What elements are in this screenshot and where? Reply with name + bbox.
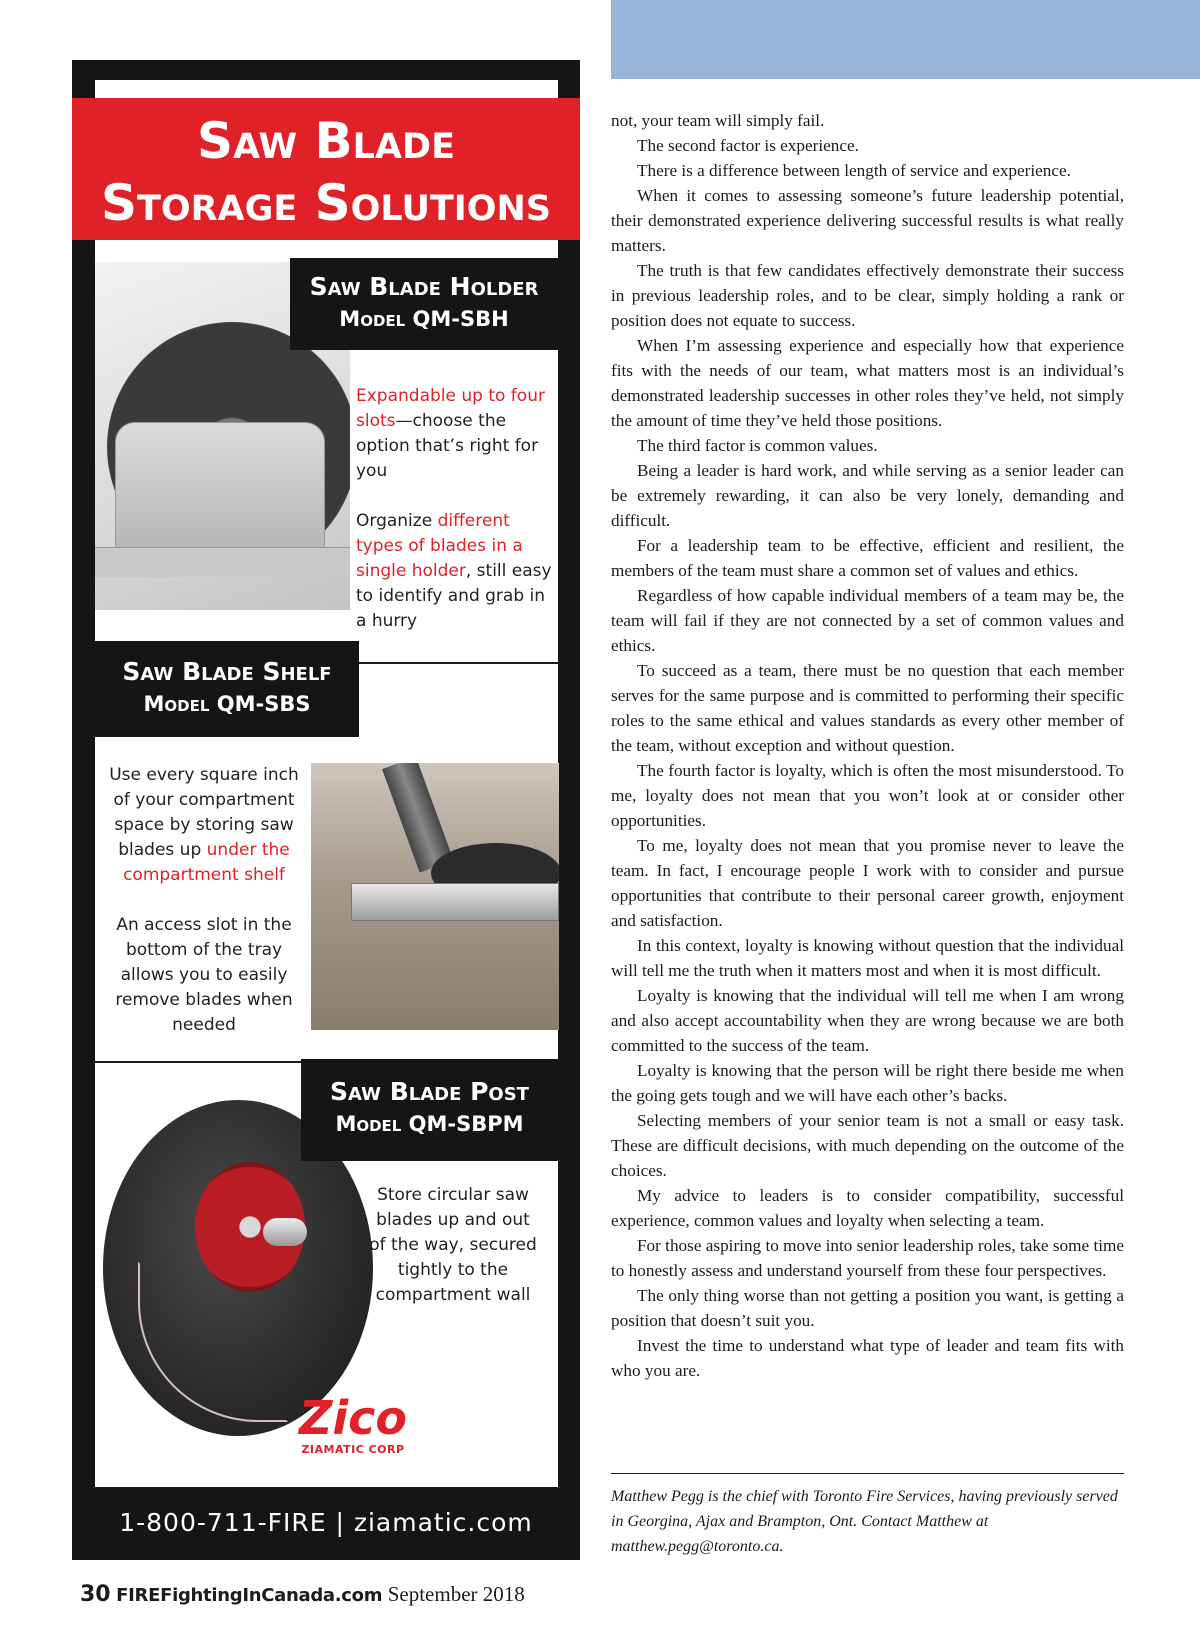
shelf-model: Model QM-SBS xyxy=(143,692,311,716)
article-paragraph: There is a difference between length of service and experience. xyxy=(637,161,1071,180)
holder-plate-image xyxy=(115,422,325,552)
article-paragraph: Selecting members of your senior team is not a small or easy task. These are difficult decisions, with much depending on the outcome of the choices. xyxy=(611,1111,1124,1180)
post-name: Saw Blade Post xyxy=(330,1077,529,1106)
shelf-text-1: Use every square inch of your compartment space by storing saw blades up under the compartment shelf xyxy=(109,765,299,885)
article-paragraph: For a leadership team to be effective, efficient and resilient, the members of the team must share a common set of values and ethics. xyxy=(611,536,1124,580)
article-paragraph: The truth is that few candidates effectively demonstrate their success in previous leadership roles, and to be clear, simply holding a rank or position does not equate to success. xyxy=(611,261,1124,330)
shelf-title-box xyxy=(95,641,359,737)
author-bio: Matthew Pegg is the chief with Toronto Fire Services, having previously served in Georgina, Ajax and Brampton, Ont. Contact Matthew at matthew.pegg@toronto.ca. xyxy=(611,1488,1118,1555)
holder-base-image xyxy=(95,547,350,577)
holder-text-2: Organize different types of blades in a single holder, still easy to identify and grab in a hurry xyxy=(356,511,552,631)
zico-logo xyxy=(297,1393,409,1456)
article-paragraph: not, your team will simply fail. xyxy=(611,111,825,130)
saw-blade-shelf-photo xyxy=(311,763,559,1030)
article-paragraph: The second factor is experience. xyxy=(637,136,859,155)
article-paragraph: Loyalty is knowing that the person will be right there beside me when the going gets tough and we will have each other’s backs. xyxy=(611,1061,1124,1105)
article-paragraph: Invest the time to understand what type of leader and team fits with who you are. xyxy=(611,1336,1124,1380)
article-paragraph: The third factor is common values. xyxy=(637,436,878,455)
holder-name: Saw Blade Holder xyxy=(309,272,539,301)
page-footer xyxy=(80,1579,525,1611)
article-paragraph: To succeed as a team, there must be no question that each member serves for the same purpose and is committed to performing their specific roles to the same ethical and values standards as every other member of the team, without exception and without question. xyxy=(611,661,1124,755)
article-paragraph: Being a leader is hard work, and while serving as a senior leader can be extremely rewarding, it can also be very lonely, demanding and difficult. xyxy=(611,461,1124,530)
shelf-divider xyxy=(357,662,558,664)
ad-contact-footer: 1-800-711-FIRE | ziamatic.com xyxy=(119,1508,533,1537)
shelf-name: Saw Blade Shelf xyxy=(122,657,332,686)
holder-text-1: Expandable up to four slots—choose the option that’s right for you xyxy=(356,386,545,481)
top-color-banner xyxy=(611,0,1200,79)
post-model: Model QM-SBPM xyxy=(335,1112,524,1136)
logo-subtitle: ZIAMATIC CORP xyxy=(301,1443,405,1456)
page-number: 30 xyxy=(80,1582,111,1607)
article-paragraph: The only thing worse than not getting a position you want, is getting a position that doesn’t suit you. xyxy=(611,1286,1124,1330)
post-title-box xyxy=(301,1059,558,1161)
article-paragraph: When it comes to assessing someone’s future leadership potential, their demonstrated experience delivering successful results is what really matters. xyxy=(611,186,1124,255)
post-text: Store circular saw blades up and out of the way, secured tightly to the compartment wall xyxy=(369,1185,537,1305)
magazine-site: FIREFightingInCanada.com xyxy=(116,1585,383,1606)
article-paragraph: Loyalty is knowing that the individual will tell me when I am wrong and also accept accountability when they are wrong because we are both committed to the success of the team. xyxy=(611,986,1124,1055)
ad-title xyxy=(72,110,580,234)
article-paragraph: When I’m assessing experience and especially how that experience fits with the needs of our team, what matters most is an individual’s demonstrated leadership successes in other roles they’ve held, not simply the amount of time they’ve held those positions. xyxy=(611,336,1124,430)
logo-mark: Zico xyxy=(299,1391,407,1445)
article-paragraph: My advice to leaders is to consider compatibility, successful experience, common values and loyalty when selecting a team. xyxy=(611,1186,1124,1230)
bio-divider xyxy=(611,1473,1124,1474)
ad-title-line2: Storage Solutions xyxy=(100,174,552,232)
article-paragraph: To me, loyalty does not mean that you promise never to leave the team. In fact, I encourage people I work with to consider and pursue opportunities that contribute to their personal career growth, enjoyment and satisfaction. xyxy=(611,836,1124,930)
issue-date: September 2018 xyxy=(387,1582,525,1606)
article-body xyxy=(611,108,1124,1383)
article-paragraph: Regardless of how capable individual members of a team may be, the team will fail if they are not connected by a set of common values and ethics. xyxy=(611,586,1124,655)
holder-model: Model QM-SBH xyxy=(339,307,509,331)
post-hub-image xyxy=(263,1218,307,1246)
article-paragraph: For those aspiring to move into senior leadership roles, take some time to honestly assess and understand yourself from these four perspectives. xyxy=(611,1236,1124,1280)
article-paragraph: In this context, loyalty is knowing without question that the individual will tell me the truth when it matters most and when it is most difficult. xyxy=(611,936,1124,980)
shelf-tray-image xyxy=(351,883,559,921)
holder-title-box xyxy=(290,258,558,350)
ad-title-line1: Saw Blade xyxy=(196,112,455,170)
shelf-text-2: An access slot in the bottom of the tray allows you to easily remove blades when needed xyxy=(115,915,293,1035)
article-paragraph: The fourth factor is loyalty, which is often the most misunderstood. To me, loyalty does not mean that you won’t look at or consider other opportunities. xyxy=(611,761,1124,830)
post-divider xyxy=(95,1061,303,1063)
